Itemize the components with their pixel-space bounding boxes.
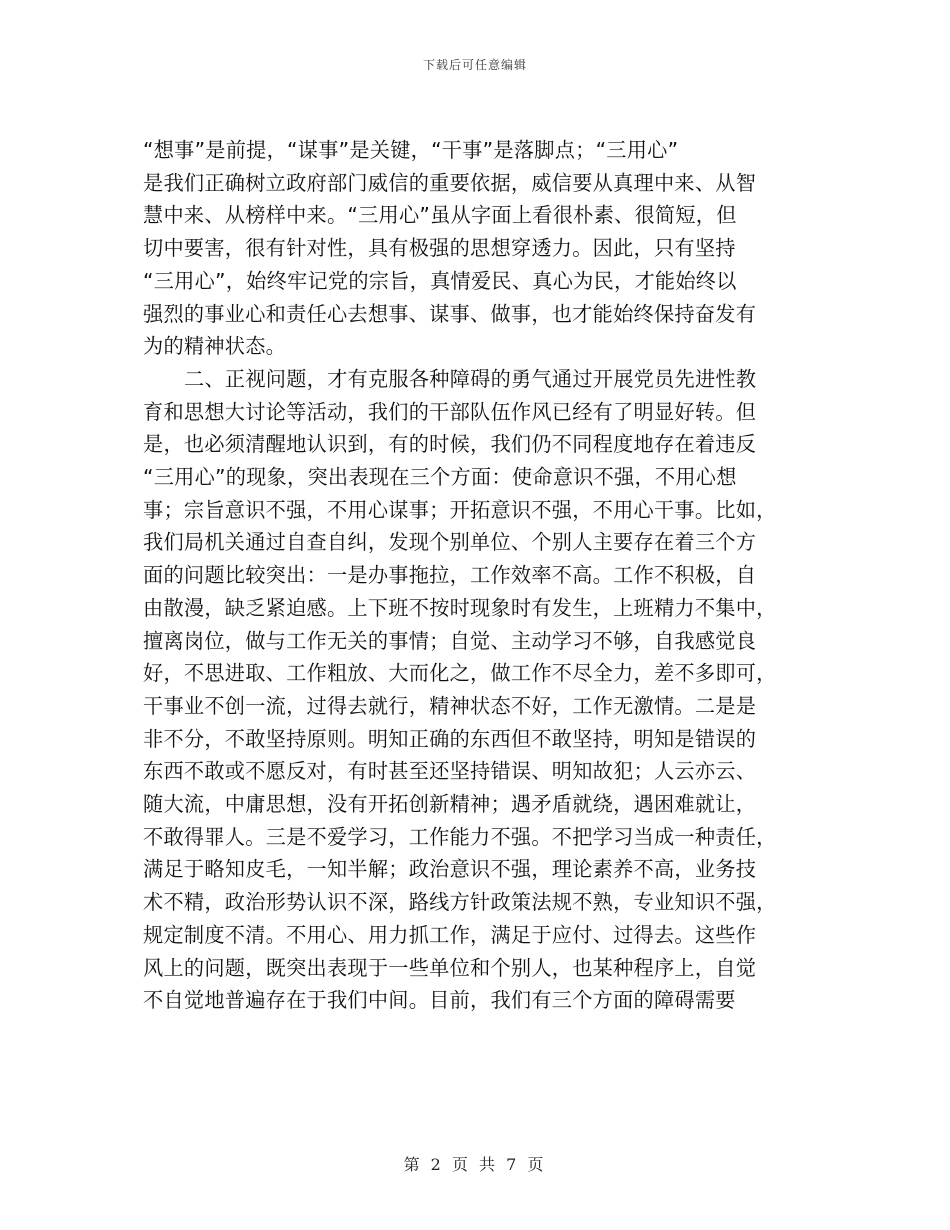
text-line: 由散漫，缺乏紧迫感。上下班不按时现象时有发生，上班精力不集中， xyxy=(143,595,777,620)
text-line: 非不分，不敢坚持原则。明知正确的东西但不敢坚持，明知是错误的 xyxy=(143,726,757,751)
text-line: 为的精神状态。 xyxy=(143,334,287,359)
page-header: 下载后可任意编辑 xyxy=(422,58,527,72)
text-line: 是我们正确树立政府部门威信的重要依据，威信要从真理中来、从智 xyxy=(143,170,757,195)
text-line: “三用心”的现象，突出表现在三个方面：使命意识不强，不用心想 xyxy=(143,465,737,490)
text-line: “想事”是前提，“谋事”是关键，“干事”是落脚点；“三用心” xyxy=(143,138,679,162)
text-line: 好，不思进取、工作粗放、大而化之，做工作不尽全力，差不多即可， xyxy=(143,661,777,686)
text-line: 东西不敢或不愿反对，有时甚至还坚持错误、明知故犯；人云亦云、 xyxy=(143,759,757,784)
text-line: 不自觉地普遍存在于我们中间。目前，我们有三个方面的障碍需要 xyxy=(143,988,736,1013)
paragraph-1 xyxy=(143,134,808,363)
text-line: 是，也必须清醒地认识到，有的时候，我们仍不同程度地存在着违反 xyxy=(143,432,757,457)
text-line: “三用心”，始终牢记党的宗旨，真情爱民、真心为民，才能始终以 xyxy=(143,268,737,293)
text-line: 面的问题比较突出：一是办事拖拉，工作效率不高。工作不积极，自 xyxy=(143,563,757,588)
text-line: 慧中来、从榜样中来。“三用心”虽从字面上看很朴素、很简短，但 xyxy=(143,203,737,228)
text-line: 我们局机关通过自查自纠，发现个别单位、个别人主要存在着三个方 xyxy=(143,530,757,555)
document-body xyxy=(143,134,808,1017)
text-line: 风上的问题，既突出表现于一些单位和个别人，也某种程序上，自觉 xyxy=(143,955,757,980)
text-line: 事；宗旨意识不强，不用心谋事；开拓意识不强，不用心干事。比如， xyxy=(143,497,777,522)
text-line: 不敢得罪人。三是不爱学习，工作能力不强。不把学习当成一种责任， xyxy=(143,824,777,849)
text-line: 干事业不创一流，过得去就行，精神状态不好，工作无激情。二是是 xyxy=(143,693,757,718)
text-line: 规定制度不清。不用心、用力抓工作，满足于应付、过得去。这些作 xyxy=(143,922,757,947)
text-line: 满足于略知皮毛，一知半解；政治意识不强，理论素养不高，业务技 xyxy=(143,857,757,882)
text-line: 育和思想大讨论等活动，我们的干部队伍作风已经有了明显好转。但 xyxy=(143,399,757,424)
text-line: 二、正视问题，才有克服各种障碍的勇气通过开展党员先进性教 xyxy=(184,366,757,391)
text-line: 切中要害，很有针对性，具有极强的思想穿透力。因此，只有坚持 xyxy=(143,236,736,261)
text-line: 强烈的事业心和责任心去想事、谋事、做事，也才能始终保持奋发有 xyxy=(143,301,757,326)
text-line: 擅离岗位，做与工作无关的事情；自觉、主动学习不够，自我感觉良 xyxy=(143,628,757,653)
text-line: 随大流，中庸思想，没有开拓创新精神；遇矛盾就绕，遇困难就让， xyxy=(143,792,757,817)
paragraph-2 xyxy=(143,363,808,1017)
text-line: 术不精，政治形势认识不深，路线方针政策法规不熟，专业知识不强， xyxy=(143,890,777,915)
page-number-footer: 第 2 页 共 7 页 xyxy=(403,1155,547,1174)
